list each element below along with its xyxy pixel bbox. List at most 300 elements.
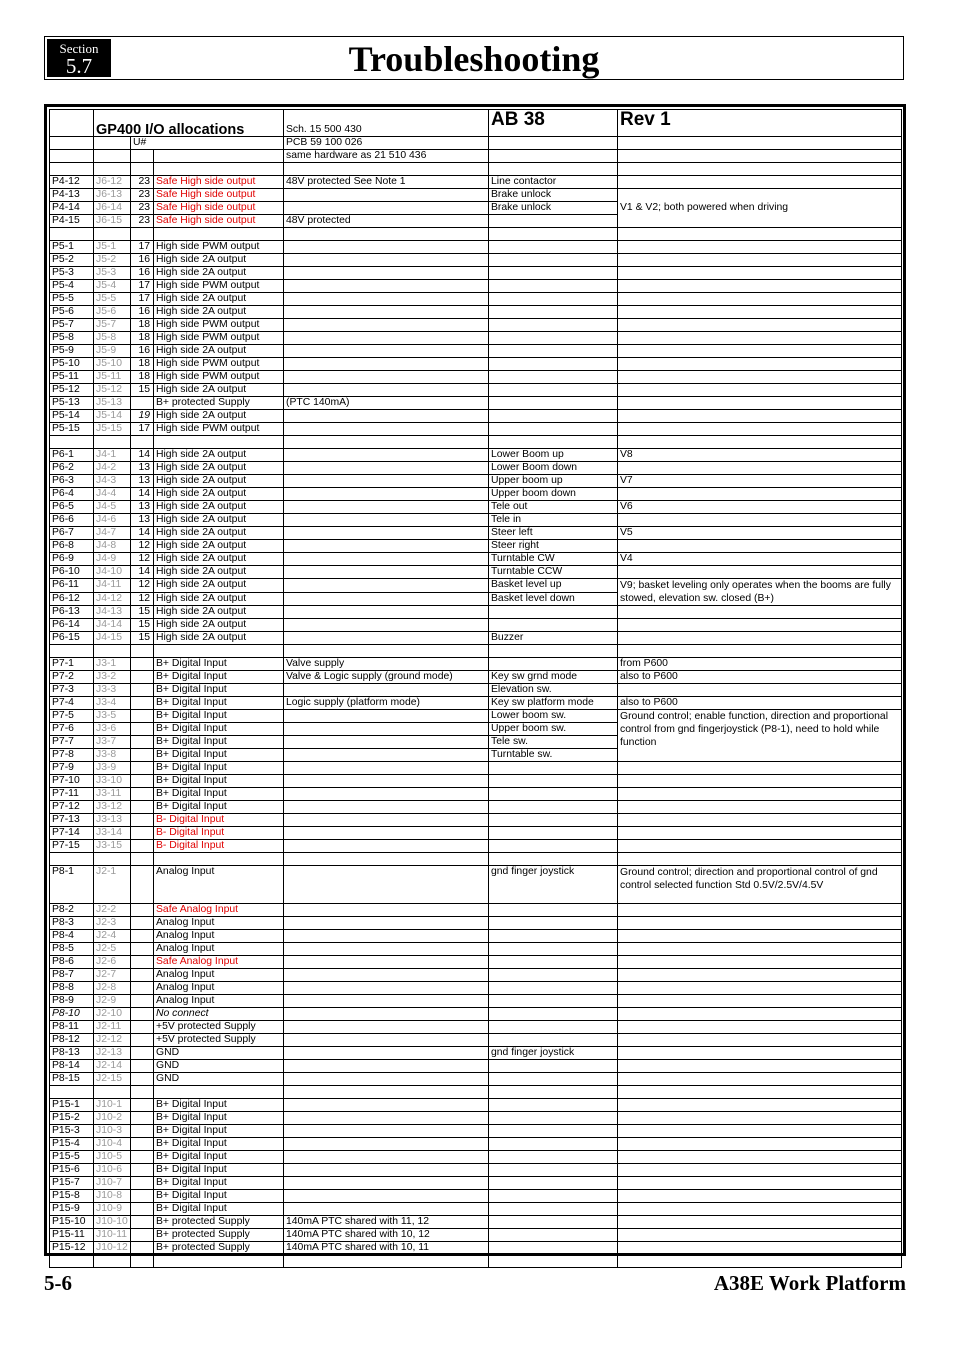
device-cell [489,995,618,1008]
pin-cell: P7-6 [50,723,94,736]
u-cell [131,1203,154,1216]
table-row [50,553,902,566]
table-row [50,176,902,189]
connector-cell: J5-10 [94,358,131,371]
note-cell [284,371,489,384]
model-label: AB 38 [489,110,618,137]
empty-cell [154,1255,284,1268]
comment-cell [618,345,902,358]
note-cell: 140mA PTC shared with 10, 12 [284,1229,489,1242]
table-row [50,943,902,956]
u-cell: 18 [131,358,154,371]
device-cell [489,306,618,319]
connector-cell: J3-5 [94,710,131,723]
u-cell: 23 [131,176,154,189]
u-cell: 18 [131,332,154,345]
comment-cell [618,1099,902,1112]
function-cell: B+ Digital Input [154,1203,284,1216]
u-cell [131,917,154,930]
table-row [50,280,902,293]
product-name: A38E Work Platform [713,1271,906,1295]
u-cell [131,762,154,775]
connector-cell: J4-6 [94,514,131,527]
connector-cell: J2-13 [94,1047,131,1060]
note-cell [284,553,489,566]
comment-cell [618,1203,902,1216]
connector-cell: J2-15 [94,1073,131,1086]
empty-cell [50,853,94,866]
note-cell [284,632,489,645]
empty-cell [618,1255,902,1268]
comment-cell [618,801,902,814]
u-cell [131,969,154,982]
comment-cell [618,943,902,956]
note-cell [284,1021,489,1034]
empty-cell [154,163,284,176]
comment-cell [618,1060,902,1073]
u-cell: 16 [131,306,154,319]
connector-cell: J4-5 [94,501,131,514]
function-cell: Analog Input [154,866,284,904]
table-subheader-row [50,150,902,163]
comment-cell [618,293,902,306]
connector-cell: J2-4 [94,930,131,943]
connector-cell: J2-12 [94,1034,131,1047]
note-cell [284,1008,489,1021]
pin-cell: P8-6 [50,956,94,969]
table-row [50,1151,902,1164]
device-cell [489,332,618,345]
comment-cell [618,814,902,827]
pin-cell: P15-3 [50,1125,94,1138]
pin-cell: P5-15 [50,423,94,436]
table-row [50,501,902,514]
empty-cell [131,163,154,176]
u-cell [131,775,154,788]
table-row [50,1008,902,1021]
comment-cell [618,540,902,553]
empty-cell [284,1255,489,1268]
empty-cell [131,1086,154,1099]
comment-cell [618,1164,902,1177]
function-cell: B+ Digital Input [154,1164,284,1177]
comment-cell [618,1073,902,1086]
note-cell [284,1203,489,1216]
u-cell: 17 [131,423,154,436]
pin-cell: P6-1 [50,449,94,462]
empty-cell [50,228,94,241]
pin-cell: P7-9 [50,762,94,775]
device-cell [489,1138,618,1151]
device-cell [489,1125,618,1138]
u-cell [131,827,154,840]
device-cell [489,1151,618,1164]
function-cell: Safe High side output [154,189,284,202]
note-cell [284,540,489,553]
device-cell: Tele in [489,514,618,527]
empty-cell [94,163,131,176]
u-cell [131,1164,154,1177]
empty-cell [489,1086,618,1099]
device-cell [489,1242,618,1255]
table-row [50,527,902,540]
note-cell [284,462,489,475]
device-cell [489,1021,618,1034]
table-row [50,514,902,527]
device-cell: gnd finger joystick [489,1047,618,1060]
function-cell: High side 2A output [154,254,284,267]
empty-cell [618,436,902,449]
connector-cell: J3-9 [94,762,131,775]
function-cell: High side PWM output [154,280,284,293]
u-cell: 12 [131,540,154,553]
pin-cell: P8-12 [50,1034,94,1047]
pin-cell: P15-4 [50,1138,94,1151]
comment-cell [618,684,902,697]
note-cell [284,736,489,749]
u-cell [131,1073,154,1086]
device-cell [489,1164,618,1177]
pin-cell: P4-12 [50,176,94,189]
u-cell [131,956,154,969]
table-row [50,449,902,462]
pin-cell: P8-5 [50,943,94,956]
connector-cell: J4-4 [94,488,131,501]
note-cell [284,827,489,840]
comment-cell [618,1047,902,1060]
u-cell [131,710,154,723]
spacer-row [50,645,902,658]
function-cell: B+ Digital Input [154,658,284,671]
pin-cell: P8-9 [50,995,94,1008]
pin-cell: P6-5 [50,501,94,514]
connector-cell: J10-7 [94,1177,131,1190]
pin-cell: P6-13 [50,606,94,619]
device-cell [489,1203,618,1216]
u-cell [131,1242,154,1255]
note-cell [284,1047,489,1060]
table-row [50,1229,902,1242]
note-cell [284,982,489,995]
pin-cell: P5-12 [50,384,94,397]
note-cell: 48V protected See Note 1 [284,176,489,189]
comment-cell [618,1125,902,1138]
connector-cell: J5-5 [94,293,131,306]
u-cell [131,1060,154,1073]
empty-cell [131,436,154,449]
note-cell [284,306,489,319]
table-row [50,904,902,917]
connector-cell: J2-1 [94,866,131,904]
spacer-row [50,436,902,449]
table-row [50,788,902,801]
table-row [50,684,902,697]
u-cell [131,1151,154,1164]
u-cell [131,723,154,736]
pin-cell: P6-12 [50,592,94,606]
comment-cell [618,606,902,619]
connector-cell: J10-11 [94,1229,131,1242]
page-number: 5-6 [44,1271,72,1295]
comment-cell [618,397,902,410]
pin-cell: P7-8 [50,749,94,762]
comment-cell [618,462,902,475]
u-cell: 12 [131,579,154,593]
u-cell [131,1047,154,1060]
device-cell: Steer right [489,540,618,553]
function-cell: B+ Digital Input [154,788,284,801]
device-cell [489,827,618,840]
note-cell [284,579,489,593]
pin-cell: P7-12 [50,801,94,814]
function-cell: High side PWM output [154,423,284,436]
function-cell: Safe High side output [154,215,284,228]
pin-cell: P5-3 [50,267,94,280]
spacer-row [50,1086,902,1099]
connector-cell: J10-2 [94,1112,131,1125]
pin-cell: P5-4 [50,280,94,293]
empty-cell [50,1086,94,1099]
note-cell [284,801,489,814]
function-cell: Analog Input [154,995,284,1008]
device-cell: Key sw grnd mode [489,671,618,684]
u-cell [131,904,154,917]
table-subheader-row [50,137,902,150]
u-cell: 18 [131,371,154,384]
connector-cell: J3-15 [94,840,131,853]
table-row [50,319,902,332]
empty-cell [284,228,489,241]
connector-cell: J2-8 [94,982,131,995]
u-cell: 14 [131,449,154,462]
u-number-label: U# [131,137,284,150]
function-cell: +5V protected Supply [154,1034,284,1047]
connector-cell: J3-8 [94,749,131,762]
u-cell: 17 [131,241,154,254]
table-row [50,189,902,202]
function-cell: High side 2A output [154,566,284,579]
device-cell [489,1099,618,1112]
function-cell: Safe High side output [154,176,284,189]
device-cell [489,1190,618,1203]
table-row [50,827,902,840]
pin-cell: P15-8 [50,1190,94,1203]
note-cell [284,917,489,930]
empty-cell [131,1255,154,1268]
empty-cell [489,853,618,866]
function-cell: B+ protected Supply [154,1229,284,1242]
empty-cell [489,163,618,176]
device-cell [489,814,618,827]
table-row [50,801,902,814]
pin-cell: P15-9 [50,1203,94,1216]
u-cell [131,930,154,943]
empty-cell [618,1086,902,1099]
pin-cell: P15-7 [50,1177,94,1190]
note-cell [284,995,489,1008]
function-cell: B+ Digital Input [154,710,284,723]
note-cell [284,592,489,606]
function-cell: Safe Analog Input [154,904,284,917]
comment-cell: from P600 [618,658,902,671]
connector-cell: J10-6 [94,1164,131,1177]
u-cell [131,1229,154,1242]
function-cell: High side 2A output [154,345,284,358]
comment-cell [618,1151,902,1164]
pin-cell: P5-13 [50,397,94,410]
pin-cell: P8-4 [50,930,94,943]
pin-cell: P15-10 [50,1216,94,1229]
u-cell [131,671,154,684]
pin-cell: P7-14 [50,827,94,840]
device-cell [489,423,618,436]
u-cell [131,1138,154,1151]
comment-cell: also to P600 [618,697,902,710]
u-cell [131,801,154,814]
function-cell: B- Digital Input [154,827,284,840]
u-cell [131,1177,154,1190]
empty-cell [94,853,131,866]
function-cell: B+ Digital Input [154,1190,284,1203]
connector-cell: J10-12 [94,1242,131,1255]
pin-cell: P15-11 [50,1229,94,1242]
connector-cell: J5-12 [94,384,131,397]
connector-cell: J5-4 [94,280,131,293]
function-cell: High side 2A output [154,462,284,475]
u-cell [131,658,154,671]
connector-cell: J6-14 [94,202,131,215]
function-cell: Analog Input [154,917,284,930]
device-cell: Lower Boom down [489,462,618,475]
function-cell: High side 2A output [154,553,284,566]
connector-cell: J3-6 [94,723,131,736]
function-cell: High side 2A output [154,410,284,423]
pin-cell: P4-15 [50,215,94,228]
pin-cell: P5-1 [50,241,94,254]
function-cell: +5V protected Supply [154,1021,284,1034]
u-cell [131,814,154,827]
device-cell [489,1216,618,1229]
function-cell: High side 2A output [154,527,284,540]
function-cell: B+ Digital Input [154,801,284,814]
note-cell [284,1060,489,1073]
empty-cell [154,645,284,658]
table-row [50,423,902,436]
function-cell: High side 2A output [154,501,284,514]
connector-cell: J10-1 [94,1099,131,1112]
connector-cell: J4-9 [94,553,131,566]
connector-cell: J5-3 [94,267,131,280]
connector-cell: J6-13 [94,189,131,202]
connector-cell: J4-1 [94,449,131,462]
note-cell [284,1073,489,1086]
comment-cell [618,1021,902,1034]
connector-cell: J2-2 [94,904,131,917]
pin-cell: P8-15 [50,1073,94,1086]
comment-cell: V9; basket leveling only operates when the booms are fully stowed, elevation sw. closed (B+) [618,579,902,606]
connector-cell: J5-7 [94,319,131,332]
device-cell: gnd finger joystick [489,866,618,904]
comment-cell [618,1138,902,1151]
connector-cell: J10-5 [94,1151,131,1164]
pin-cell: P5-5 [50,293,94,306]
u-cell: 15 [131,384,154,397]
note-cell [284,814,489,827]
connector-cell: J4-8 [94,540,131,553]
comment-cell [618,423,902,436]
note-cell [284,566,489,579]
connector-cell: J3-4 [94,697,131,710]
empty-cell [154,436,284,449]
connector-cell: J4-15 [94,632,131,645]
device-cell [489,840,618,853]
comment-cell: V6 [618,501,902,514]
function-cell: B+ Digital Input [154,1125,284,1138]
connector-cell: J3-11 [94,788,131,801]
pin-cell: P8-1 [50,866,94,904]
note-cell [284,1125,489,1138]
note-cell [284,189,489,202]
table-row [50,1216,902,1229]
pin-cell: P8-8 [50,982,94,995]
u-cell: 15 [131,606,154,619]
u-cell: 16 [131,345,154,358]
empty-cell [284,645,489,658]
comment-cell: V7 [618,475,902,488]
pin-cell: P8-10 [50,1008,94,1021]
section-header [44,36,904,80]
note-cell [284,280,489,293]
table-row [50,566,902,579]
schematic-number: Sch. 15 500 430 [284,110,489,137]
table-row [50,1099,902,1112]
note-cell: Logic supply (platform mode) [284,697,489,710]
pin-cell: P7-1 [50,658,94,671]
connector-cell: J2-9 [94,995,131,1008]
table-row [50,1112,902,1125]
empty-cell [50,645,94,658]
u-cell: 23 [131,215,154,228]
device-cell: Basket level up [489,579,618,593]
pin-cell: P7-10 [50,775,94,788]
empty-cell [489,645,618,658]
comment-cell [618,969,902,982]
device-cell [489,371,618,384]
u-cell [131,684,154,697]
device-cell [489,397,618,410]
u-cell [131,1216,154,1229]
device-cell [489,293,618,306]
pin-cell: P5-7 [50,319,94,332]
device-cell: Tele sw. [489,736,618,749]
comment-cell [618,982,902,995]
empty-cell [618,163,902,176]
table-row [50,632,902,645]
comment-cell [618,241,902,254]
comment-cell [618,254,902,267]
table-row [50,475,902,488]
note-cell [284,1034,489,1047]
function-cell: High side 2A output [154,293,284,306]
note-cell [284,410,489,423]
empty-cell [94,1086,131,1099]
u-cell [131,1008,154,1021]
comment-cell [618,1034,902,1047]
function-cell: B+ Digital Input [154,1151,284,1164]
device-cell [489,801,618,814]
table-row [50,1060,902,1073]
table-row [50,969,902,982]
